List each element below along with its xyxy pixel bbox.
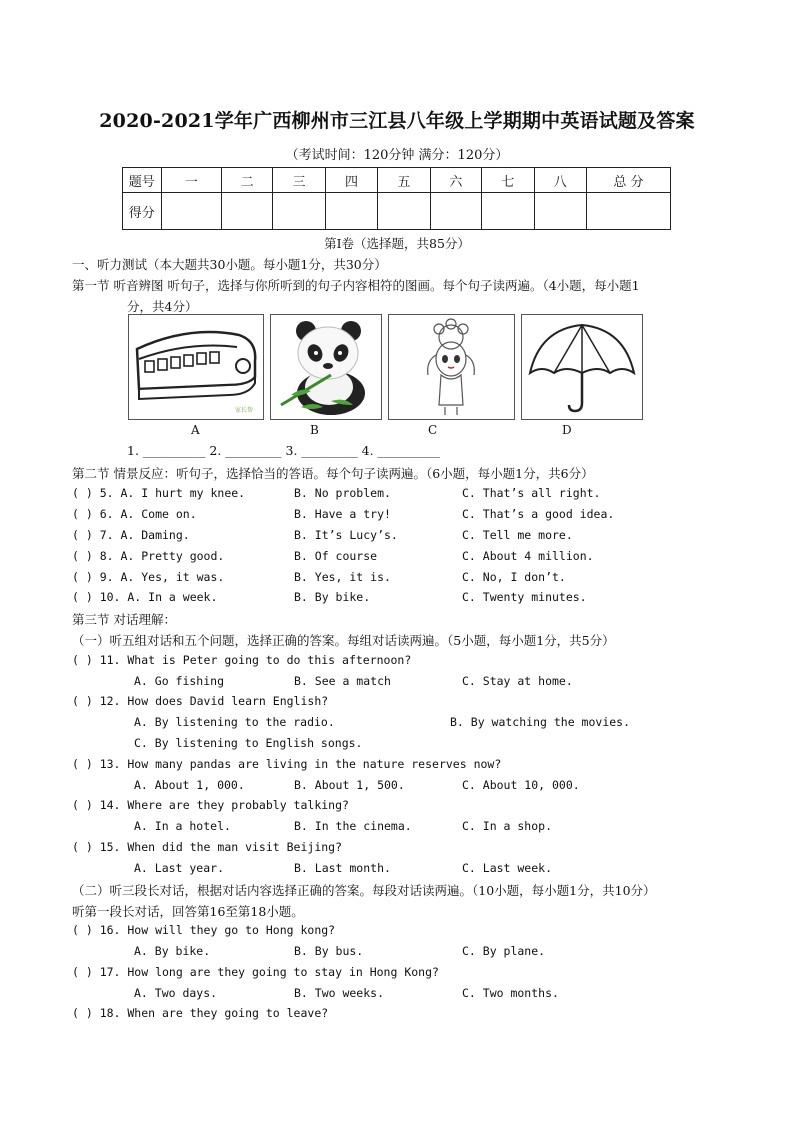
option-b: B. By bike. (294, 590, 371, 604)
picture-b-panda (270, 314, 382, 420)
question-18: ( ) 18. When are they going to leave? (72, 1006, 329, 1020)
option-c: C. That’s a good idea. (462, 507, 615, 521)
option-c: C. By listening to English songs. (134, 736, 363, 750)
section1-heading: 一、听力测试（本大题共30小题。每小题1分，共30分） (72, 257, 387, 272)
option-c: C. Stay at home. (462, 674, 573, 688)
score-table-header: 二 (221, 168, 272, 193)
option-b: B. About 1, 500. (294, 778, 405, 792)
option-b: B. Last month. (294, 861, 391, 875)
question-7: ( ) 7. A. Daming. (72, 528, 190, 542)
picture-label-c: C (428, 423, 438, 437)
s1-instruction: 第一节 听音辨图 听句子，选择与你所听到的句子内容相符的图画。每个句子读两遍。（4小题，每小题1 (72, 278, 640, 293)
option-a: A. In a hotel. (134, 819, 231, 833)
score-cell[interactable] (586, 193, 670, 230)
s2-heading: 第二节 情景反应：听句子，选择恰当的答语。每个句子读两遍。（6小题，每小题1分，共6分） (72, 466, 594, 481)
option-a: A. By listening to the radio. (134, 715, 335, 729)
option-b: B. In the cinema. (294, 819, 412, 833)
score-cell[interactable] (430, 193, 481, 230)
option-c: C. In a shop. (462, 819, 553, 833)
s3-sub2-line2: 听第一段长对话，回答第16至第18小题。 (72, 904, 304, 919)
question-9: ( ) 9. A. Yes, it was. (72, 570, 225, 584)
score-cell[interactable] (161, 193, 221, 230)
score-table-header: 三 (273, 168, 325, 193)
s1-instruction-cont: 分，共4分） (127, 299, 198, 314)
question-13: ( ) 13. How many pandas are living in the nature reserves now? (72, 757, 502, 771)
score-table-header: 八 (534, 168, 586, 193)
picture-label-b: B (310, 423, 319, 437)
option-b: B. Have a try! (294, 507, 391, 521)
picture-a-train (128, 314, 264, 420)
picture-label-d: D (562, 423, 572, 437)
option-b: B. Yes, it is. (294, 570, 391, 584)
option-b: B. It’s Lucy’s. (294, 528, 398, 542)
question-16: ( ) 16. How will they go to Hong kong? (72, 923, 336, 937)
s3-sub2-heading: （二）听三段长对话，根据对话内容选择正确的答案。每段对话读两遍。（10小题，每小题1分，共10分） (72, 883, 656, 898)
question-12: ( ) 12. How does David learn English? (72, 694, 329, 708)
score-row-label: 得分 (123, 193, 162, 230)
s3-heading: 第三节 对话理解： (72, 612, 176, 627)
option-c: C. Two months. (462, 986, 559, 1000)
score-cell[interactable] (482, 193, 534, 230)
score-table-header: 七 (482, 168, 534, 193)
score-cell[interactable] (273, 193, 325, 230)
option-c: C. That’s all right. (462, 486, 601, 500)
score-cell[interactable] (378, 193, 430, 230)
score-cell[interactable] (534, 193, 586, 230)
umbrella-icon (522, 315, 642, 419)
score-table-header: 一 (161, 168, 221, 193)
score-table-header: 六 (430, 168, 481, 193)
option-a: A. About 1, 000. (134, 778, 245, 792)
panda-icon (271, 315, 381, 419)
option-c: C. Twenty minutes. (462, 590, 587, 604)
watermark-logo: 家长帮 (235, 407, 254, 414)
option-b: B. By bus. (294, 944, 364, 958)
option-b: B. Two weeks. (294, 986, 385, 1000)
picture-c-opera-figure (388, 314, 515, 420)
picture-label-a: A (191, 423, 200, 437)
score-table-header: 总 分 (586, 168, 670, 193)
option-b: B. See a match (294, 674, 391, 688)
question-6: ( ) 6. A. Come on. (72, 507, 197, 521)
score-table-header: 题号 (123, 168, 162, 193)
train-icon (129, 315, 263, 419)
option-c: C. Last week. (462, 861, 553, 875)
question-10: ( ) 10. A. In a week. (72, 590, 218, 604)
page-title: 2020-2021学年广西柳州市三江县八年级上学期期中英语试题及答案 (99, 110, 695, 132)
option-c: C. Tell me more. (462, 528, 573, 542)
question-8: ( ) 8. A. Pretty good. (72, 549, 225, 563)
option-c: C. By plane. (462, 944, 546, 958)
option-b: B. Of course (294, 549, 378, 563)
option-c: C. About 4 million. (462, 549, 594, 563)
score-table-header: 四 (325, 168, 377, 193)
option-a: A. By bike. (134, 944, 211, 958)
option-a: A. Go fishing (134, 674, 225, 688)
question-11: ( ) 11. What is Peter going to do this afternoon? (72, 653, 412, 667)
score-cell[interactable] (221, 193, 272, 230)
question-15: ( ) 15. When did the man visit Beijing? (72, 840, 343, 854)
score-cell[interactable] (325, 193, 377, 230)
answer-blanks[interactable]: 1. __________ 2. _________ 3. _________ 4. __________ (127, 443, 441, 458)
opera-mask-icon (389, 315, 514, 419)
question-17: ( ) 17. How long are they going to stay in Hong Kong? (72, 965, 439, 979)
option-c: C. No, I don’t. (462, 570, 566, 584)
exam-info: （考试时间：120分钟 满分：120分） (285, 148, 509, 163)
option-c: C. About 10, 000. (462, 778, 580, 792)
option-a: A. Last year. (134, 861, 225, 875)
option-b: B. By watching the movies. (450, 715, 631, 729)
question-5: ( ) 5. A. I hurt my knee. (72, 486, 246, 500)
score-table (122, 167, 671, 230)
option-a: A. Two days. (134, 986, 218, 1000)
picture-d-umbrella (521, 314, 643, 420)
s3-sub1-heading: （一）听五组对话和五个问题，选择正确的答案。每组对话读两遍。（5小题，每小题1分，共5分） (72, 633, 615, 648)
question-14: ( ) 14. Where are they probably talking? (72, 798, 349, 812)
score-table-header: 五 (378, 168, 430, 193)
part1-title: 第Ⅰ卷（选择题，共85分） (324, 236, 470, 251)
option-b: B. No problem. (294, 486, 391, 500)
